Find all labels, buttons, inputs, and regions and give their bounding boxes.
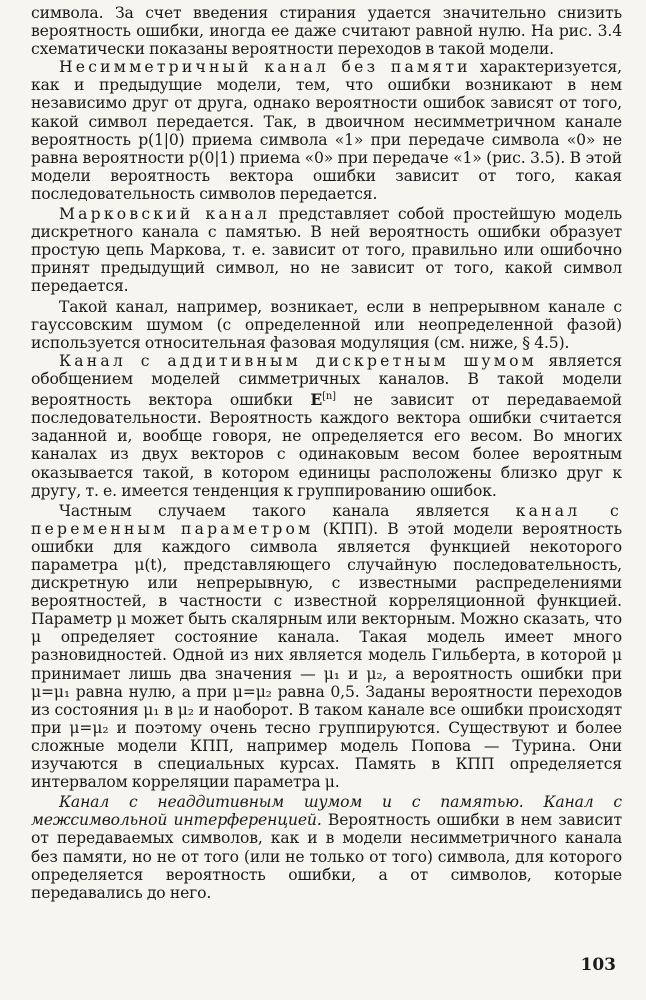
paragraph-markov-channel	[31, 205, 622, 295]
paragraph-text: представляет собой простейшую модель дискретного канала с памятью. В ней вероятность ошибки образует простую цепь Маркова, т. е. зависит от того, правильно или ошибочно принят предыдущий символ, но не зависит от того, какой символ передается.	[31, 205, 622, 296]
paragraph-variable-parameter-channel	[31, 502, 622, 792]
paragraph-additive-noise-channel	[31, 352, 622, 500]
term-markov-channel: Марковский канал	[59, 205, 271, 224]
error-vector-superscript: [n]	[322, 390, 336, 402]
paragraph-text: Частным случаем такого канала является	[59, 501, 516, 520]
paragraph-text: характеризуется, как и предыдущие модели, тем, что ошибки возникают в нем независимо друг от друга, однако вероятности ошибок зависят от того, какой символ передается. Так, в двоичном несимметричном канале вероятность p(1|0) приема символа «1» при передаче символа «0» не равна вероятности p(0|1) приема «0» при передаче «1» (рис. 3.5). В этой модели вероятность вектора ошибки зависит от того, какая последовательность символов передается.	[31, 58, 622, 203]
paragraph-erasure-continuation	[31, 4, 622, 58]
term-variable-parameter-channel: канал с переменным параметром	[31, 501, 622, 538]
paragraph-text: не зависит от передаваемой последовательности. Вероятность каждого вектора ошибки считается заданной и, вообще говоря, не определяется его весом. Во многих каналах из двух векторов с одинаковым весом более вероятным оказывается такой, в котором единицы расположены близко друг к другу, т. е. имеется тенденция к группированию ошибок.	[31, 391, 622, 500]
paragraph-text: Такой канал, например, возникает, если в непрерывном канале с гауссовским шумом (с определенной или неопределенной фазой) используется относительная фазовая модуляция (см. ниже, § 4.5).	[31, 297, 622, 352]
term-asymmetric-channel: Несимметричный канал без памяти	[59, 58, 471, 77]
paragraph-text: символа. За счет введения стирания удается значительно снизить вероятность ошибки, иногда ее даже считают равной нулю. На рис. 3.4 схематически показаны вероятности переходов в такой модели.	[31, 4, 622, 59]
paragraph-asymmetric-channel	[31, 58, 622, 203]
paragraph-text: Вероятность ошибки в нем зависит от передаваемых символов, как и в модели несимметричного канала без памяти, но не от того (или не только от того) символа, для которого определяется вероятность ошибки, а от символов, которые передавались до него.	[31, 811, 622, 902]
paragraph-phase-modulation	[31, 298, 622, 352]
term-nonadditive-channel: Канал с неаддитивным шумом и с памятью. Канал с межсимвольной интерференцией.	[31, 793, 622, 830]
page-number: 103	[580, 955, 616, 975]
paragraph-text: является обобщением моделей симметричных каналов. В такой модели вероятность вектора ошибки	[31, 351, 622, 410]
paragraph-text: (КПП). В этой модели вероятность ошибки для каждого символа является функцией некоторого параметра μ(t), представляющего случайную последовательность, дискретную или непрерывную, с известными распределениями вероятностей, в частности с известной корреляционной функцией. Параметр μ может быть скалярным или векторным. Можно сказать, что μ определяет состояние канала. Такая модель имеет много разновидностей. Одной из них является модель Гильберта, в которой μ принимает лишь два значения — μ₁ и μ₂, а вероятность ошибки при μ=μ₁ равна нулю, а при μ=μ₂ равна 0,5. Заданы вероятности переходов из состояния μ₁ в μ₂ и наоборот. В таком канале все ошибки происходят при μ=μ₂ и поэтому очень тесно группируются. Существуют и более сложные модели КПП, например модель Попова — Турина. Они изучаются в специальных курсах. Память в КПП определяется интервалом корреляции параметра μ.	[31, 519, 622, 792]
term-additive-noise-channel: Канал с аддитивным дискретным шумом	[59, 351, 538, 370]
paragraph-nonadditive-channel	[31, 793, 622, 902]
error-vector-symbol: E	[310, 390, 323, 410]
